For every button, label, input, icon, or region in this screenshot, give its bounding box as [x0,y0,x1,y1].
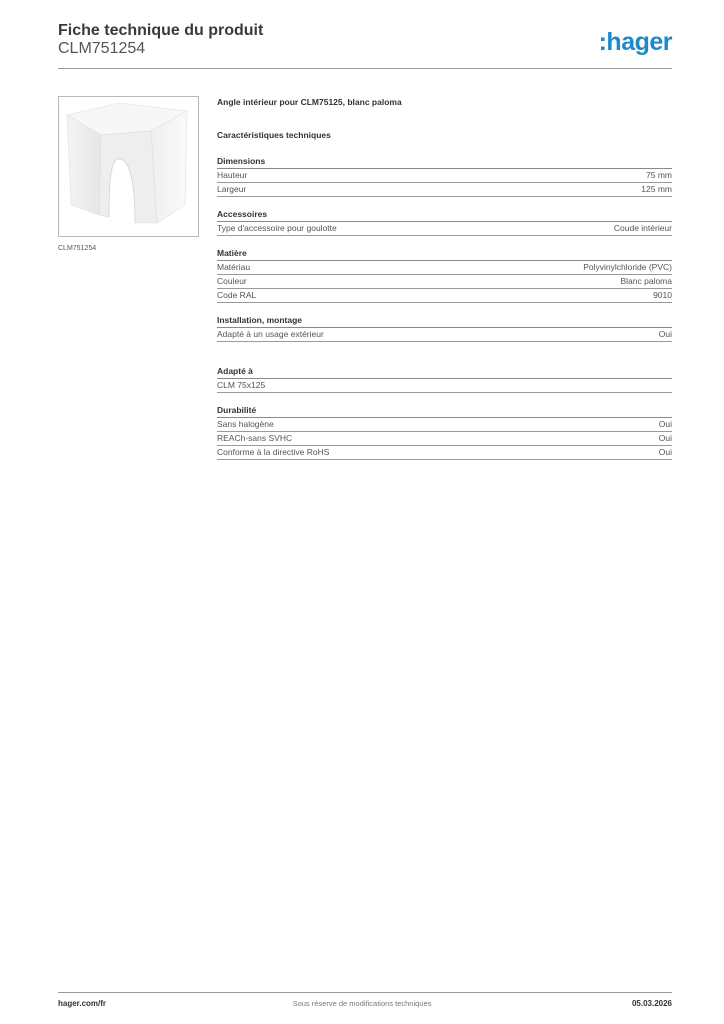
spec-label: REACh-sans SVHC [217,433,293,443]
content-column [217,96,672,460]
spec-value: 9010 [653,290,672,300]
spec-row [217,418,672,432]
footer-date: 05.03.2026 [631,999,672,1008]
section-title: Matière [217,248,672,261]
spec-value: Oui [658,447,672,457]
image-caption: CLM751254 [58,245,97,252]
spec-value: 75 mm [646,170,672,180]
spec-value: Blanc paloma [620,276,672,286]
section-title: Dimensions [217,156,672,169]
spec-row [217,222,672,236]
section-dimensions [217,156,672,197]
section-adapte [217,366,672,393]
spec-label: Matériau [217,262,251,272]
spec-row [217,432,672,446]
spec-label: CLM 75x125 [217,380,266,390]
spec-row [217,275,672,289]
spec-value: Oui [658,419,672,429]
spec-label: Largeur [217,184,247,194]
spec-value: Coude intérieur [613,223,672,233]
section-matiere [217,248,672,303]
spec-value: 125 mm [641,184,672,194]
section-accessoires [217,209,672,236]
spec-row [217,261,672,275]
spec-value: Oui [658,329,672,339]
footer-website-link[interactable]: hager.com/fr [58,999,107,1008]
product-photo-icon [59,97,198,236]
spec-value: Oui [658,433,672,443]
product-image [58,96,199,237]
spec-label: Type d'accessoire pour goulotte [217,223,337,233]
section-durabilite [217,405,672,460]
section-installation [217,315,672,342]
spec-row [217,289,672,303]
section-title: Durabilité [217,405,672,418]
spec-row [217,328,672,342]
footer-divider [58,992,672,993]
document-title: Fiche technique du produit [58,22,264,39]
characteristics-heading: Caractéristiques techniques [217,130,331,140]
section-title: Accessoires [217,209,672,222]
section-title: Installation, montage [217,315,672,328]
product-description: Angle intérieur pour CLM75125, blanc paloma [217,97,402,107]
spec-label: Couleur [217,276,247,286]
spec-row [217,169,672,183]
logo-text: :hager [598,28,672,56]
spec-label: Hauteur [217,170,248,180]
product-code: CLM751254 [58,40,146,57]
hager-logo [599,28,672,57]
spec-label: Code RAL [217,290,257,300]
footer-notice: Sous réserve de modifications techniques [292,999,432,1008]
header-divider [58,68,672,69]
spec-row [217,379,672,393]
section-title: Adapté à [217,366,672,379]
spec-row [217,183,672,197]
spec-label: Sans halogène [217,419,274,429]
spec-row [217,446,672,460]
spec-label: Conforme à la directive RoHS [217,447,330,457]
spec-label: Adapté à un usage extérieur [217,329,324,339]
spec-value: Polyvinylchloride (PVC) [583,262,672,272]
